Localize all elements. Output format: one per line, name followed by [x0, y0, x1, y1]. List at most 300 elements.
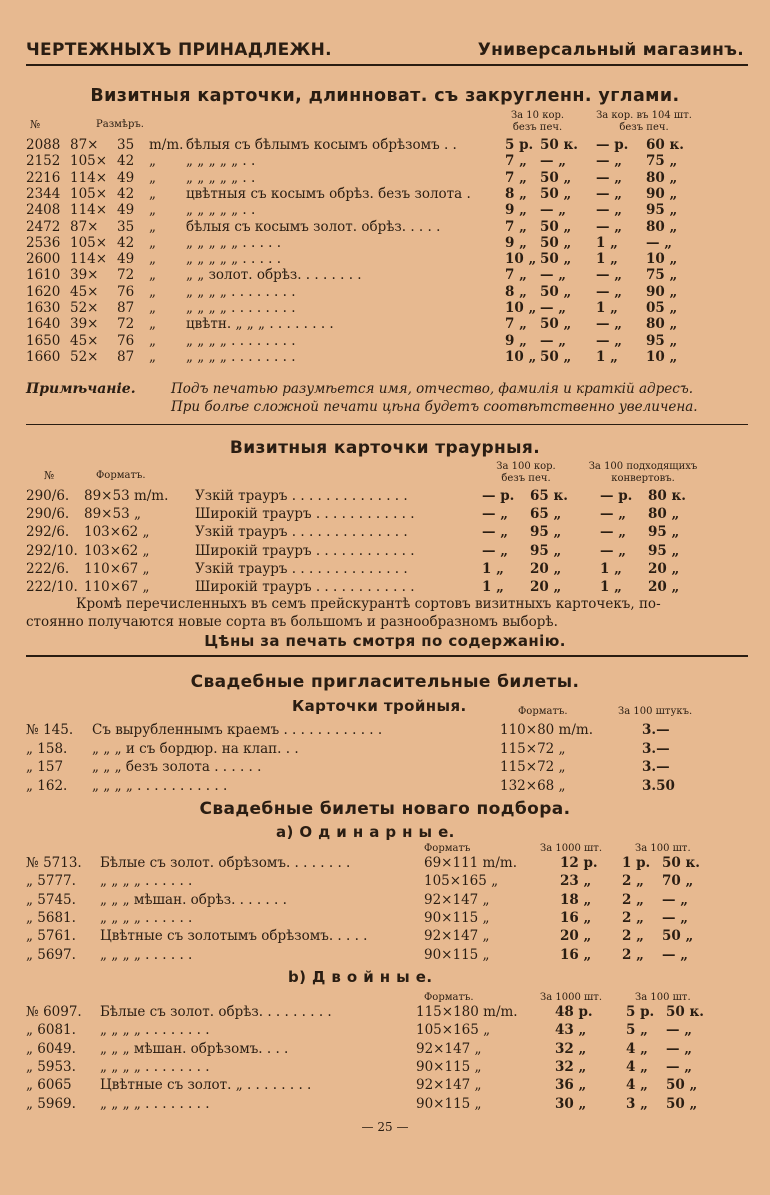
item-description: Широкій трауръ . . . . . . . . . . . .: [195, 579, 415, 595]
s1-col-price10-1: За 10 кор.: [510, 110, 565, 121]
item-description: „ „ „ „ „ . .: [186, 153, 256, 170]
item-format: 110×67 „: [84, 579, 150, 595]
price-10-rub: 8 „: [505, 283, 527, 300]
item-description: „ „ „ „ „ . .: [186, 202, 256, 219]
item-description: Широкій трауръ . . . . . . . . . . . .: [195, 542, 415, 559]
item-format: 103×62 „: [84, 542, 150, 559]
size-height: 35: [117, 137, 135, 153]
item-number: 2472: [26, 218, 61, 235]
price-envelope-rub: — „: [600, 524, 626, 541]
price-1000: 36 „: [555, 1077, 587, 1094]
price-envelope-kop: 20 „: [648, 579, 680, 595]
size-height: 72: [117, 267, 135, 284]
item-format: 115×72 „: [500, 759, 566, 775]
item-description: цвѣтн. „ „ „ . . . . . . . .: [186, 316, 334, 333]
price-card-rub: — „: [482, 506, 508, 523]
price-104-kop: 75 „: [646, 153, 678, 170]
item-number: „ 5697.: [26, 946, 76, 963]
price-100-kop: 50 „: [666, 1077, 698, 1094]
price-104-kop: 05 „: [646, 300, 678, 316]
price-10-rub: 10 „: [505, 300, 537, 316]
s4-sub-a: a) О д и н а р н ы е.: [276, 823, 455, 841]
item-description: „ „ „ „ . . . . . .: [100, 946, 193, 963]
size-width: 114×: [70, 202, 108, 219]
size-width: 45×: [70, 283, 99, 300]
item-format: 89×53 m/m.: [84, 488, 169, 504]
item-format: 92×147 „: [424, 891, 490, 908]
item-description: бѣлыя съ косымъ золот. обрѣз. . . . .: [186, 218, 441, 235]
item-number: 1620: [26, 283, 61, 300]
item-description: „ „ „ „ . . . . . . . .: [100, 1095, 210, 1112]
s4-sub-b: b) Д в о й н ы е.: [288, 968, 433, 986]
item-description: цвѣтныя съ косымъ обрѣз. безъ золота .: [186, 185, 471, 202]
price-10-rub: 10 „: [505, 251, 537, 268]
s2-col-p1-1: За 100 кор.: [496, 461, 556, 472]
price-104-kop: 80 „: [646, 218, 678, 235]
s3-col-price: За 100 штукъ.: [618, 706, 693, 717]
item-description: „ „ „ „ . . . . . . . .: [186, 300, 296, 316]
item-number: 1650: [26, 332, 61, 349]
price-100-kop: 50 „: [662, 928, 694, 945]
price-row: [0, 947, 770, 964]
item-number: „ 6081.: [26, 1022, 76, 1039]
price-1000: 12 р.: [560, 855, 598, 871]
size-height: 87: [117, 300, 135, 316]
price-100-rub: 4 „: [626, 1077, 648, 1094]
price-row: [0, 543, 770, 560]
item-number: 2152: [26, 153, 61, 170]
item-format: 103×62 „: [84, 524, 150, 541]
price-row: [0, 910, 770, 927]
price-10-rub: 10 „: [505, 348, 537, 365]
item-description: Узкій трауръ . . . . . . . . . . . . . .: [195, 488, 408, 504]
size-unit: „: [149, 348, 156, 365]
price-100-kop: — „: [662, 946, 688, 963]
price-card-kop: 65 к.: [530, 488, 568, 504]
item-description: „ „ „ „ . . . . . . . .: [186, 332, 296, 349]
item-number: „ 5745.: [26, 891, 76, 908]
price-envelope-rub: 1 „: [600, 579, 622, 595]
price-100-rub: 5 р.: [626, 1004, 655, 1020]
size-unit: „: [149, 251, 156, 268]
price-104-kop: 10 „: [646, 251, 678, 268]
size-height: 35: [117, 218, 135, 235]
price-1000: 23 „: [560, 873, 592, 890]
item-description: „ „ „ „ . . . . . . . . . . .: [92, 777, 228, 794]
item-number: „ 5953.: [26, 1058, 76, 1075]
s1-col-no: №: [30, 118, 41, 131]
price-card-rub: — „: [482, 524, 508, 541]
price-row: [0, 873, 770, 890]
price-100-kop: — „: [666, 1022, 692, 1039]
price-envelope-kop: 80 к.: [648, 488, 686, 504]
size-height: 72: [117, 316, 135, 333]
price-104-rub: 1 „: [596, 300, 618, 316]
price-row: [0, 219, 770, 236]
price-row: [0, 741, 770, 758]
s4-col-1000-b: За 1000 шт.: [540, 992, 603, 1003]
item-description: „ „ „ безъ золота . . . . . .: [92, 759, 262, 775]
price-card-rub: 1 „: [482, 579, 504, 595]
size-width: 87×: [70, 137, 99, 153]
price-1000: 43 „: [555, 1022, 587, 1039]
price-row: [0, 579, 770, 596]
item-description: Широкій трауръ . . . . . . . . . . . .: [195, 506, 415, 523]
price-row: [0, 202, 770, 219]
price-envelope-kop: 80 „: [648, 506, 680, 523]
price-1000: 16 „: [560, 909, 592, 926]
price-envelope-kop: 20 „: [648, 560, 680, 577]
item-description: Бѣлые съ золот. обрѣзомъ. . . . . . . .: [100, 855, 351, 871]
price-104-rub: — „: [596, 218, 622, 235]
price-10-kop: 50 „: [540, 185, 572, 202]
item-description: Узкій трауръ . . . . . . . . . . . . . .: [195, 524, 408, 541]
size-height: 49: [117, 169, 135, 186]
price-10-kop: 50 „: [540, 218, 572, 235]
price-row: [0, 333, 770, 350]
price-104-kop: 95 „: [646, 202, 678, 219]
price-104-rub: — „: [596, 169, 622, 186]
item-number: „ 5777.: [26, 873, 76, 890]
price-100-rub: 4 „: [626, 1058, 648, 1075]
price-100-rub: 2 „: [622, 873, 644, 890]
item-number: 2600: [26, 251, 61, 268]
price-10-kop: — „: [540, 267, 566, 284]
item-number: № 5713.: [26, 855, 82, 871]
price-row: [0, 1004, 770, 1021]
price-10-kop: — „: [540, 153, 566, 170]
price-card-kop: 20 „: [530, 560, 562, 577]
price-row: [0, 1041, 770, 1058]
price-100: 3.—: [642, 759, 670, 775]
item-format: 105×165 „: [424, 873, 499, 890]
s2-col-p2-2: конвертовъ.: [611, 473, 675, 484]
item-format: 92×147 „: [416, 1040, 482, 1057]
section4-title: Свадебные билеты новаго подбора.: [199, 799, 571, 819]
price-104-rub: — „: [596, 267, 622, 284]
item-format: 110×67 „: [84, 560, 150, 577]
price-1000: 32 „: [555, 1058, 587, 1075]
item-format: 92×147 „: [424, 928, 490, 945]
price-104-rub: — „: [596, 185, 622, 202]
item-description: „ „ „ „ . . . . . . . .: [186, 348, 296, 365]
price-104-kop: 10 „: [646, 348, 678, 365]
price-1000: 18 „: [560, 891, 592, 908]
item-number: 292/6.: [26, 524, 70, 541]
size-width: 39×: [70, 316, 99, 333]
price-envelope-rub: 1 „: [600, 560, 622, 577]
price-104-kop: 80 „: [646, 169, 678, 186]
item-number: „ 6065: [26, 1077, 72, 1094]
item-format: 89×53 „: [84, 506, 141, 523]
item-description: „ „ „ мѣшан. обрѣз. . . . . . .: [100, 891, 287, 908]
item-number: № 145.: [26, 722, 74, 738]
item-description: „ „ „ „ . . . . . . . .: [186, 283, 296, 300]
s1-col-price10-2: безъ печ.: [512, 122, 563, 133]
item-description: „ „ „ и съ бордюр. на клап. . .: [92, 740, 299, 757]
size-height: 87: [117, 348, 135, 365]
item-description: Цвѣтные съ золотымъ обрѣзомъ. . . . .: [100, 928, 368, 945]
price-1000: 20 „: [560, 928, 592, 945]
item-format: 132×68 „: [500, 777, 566, 794]
item-number: 2536: [26, 234, 61, 251]
item-description: „ „ „ „ „ . .: [186, 169, 256, 186]
item-description: „ „ „ мѣшан. обрѣзомъ. . . .: [100, 1040, 289, 1057]
s1-col-price104-2: безъ печ.: [619, 122, 669, 133]
price-100-rub: 2 „: [622, 891, 644, 908]
price-104-kop: 75 „: [646, 267, 678, 284]
item-format: 115×180 m/m.: [416, 1004, 518, 1020]
price-100-kop: 70 „: [662, 873, 694, 890]
price-row: [0, 928, 770, 945]
price-104-rub: — „: [596, 283, 622, 300]
price-row: [0, 1059, 770, 1076]
s4-col-100-b: За 100 шт.: [635, 992, 691, 1003]
s4-col-format-a: Форматъ: [424, 843, 471, 854]
size-width: 52×: [70, 348, 99, 365]
size-unit: „: [149, 283, 156, 300]
item-number: „ 157: [26, 759, 64, 775]
price-10-kop: 50 „: [540, 348, 572, 365]
price-104-rub: — р.: [596, 137, 629, 153]
price-10-kop: 50 „: [540, 316, 572, 333]
item-number: „ 162.: [26, 777, 68, 794]
price-10-rub: 8 „: [505, 185, 527, 202]
price-10-rub: 9 „: [505, 332, 527, 349]
s3-col-format: Форматъ.: [518, 706, 568, 717]
price-104-kop: 95 „: [646, 332, 678, 349]
price-104-rub: — „: [596, 316, 622, 333]
size-height: 49: [117, 202, 135, 219]
price-row: [0, 186, 770, 203]
price-row: [0, 855, 770, 872]
price-row: [0, 251, 770, 268]
header-left: ЧЕРТЕЖНЫХЪ ПРИНАДЛЕЖН.: [26, 40, 332, 60]
price-100-kop: 50 к.: [662, 855, 700, 871]
price-104-kop: 80 „: [646, 316, 678, 333]
s2-col-p2-1: За 100 подходящихъ: [588, 461, 698, 472]
price-card-rub: — р.: [482, 488, 515, 504]
price-row: [0, 488, 770, 505]
item-format: 90×115 „: [416, 1095, 482, 1112]
size-unit: „: [149, 218, 156, 235]
item-format: 69×111 m/m.: [424, 855, 517, 871]
price-10-rub: 7 „: [505, 316, 527, 333]
size-height: 42: [117, 185, 135, 202]
item-number: 2088: [26, 137, 61, 153]
item-description: „ „ „ „ „ . . . . .: [186, 251, 282, 268]
header-rule: [26, 64, 748, 66]
price-100-rub: 3 „: [626, 1095, 648, 1112]
price-10-rub: 7 „: [505, 267, 527, 284]
s2-rule: [26, 655, 748, 657]
price-row: [0, 316, 770, 333]
price-100-rub: 2 „: [622, 946, 644, 963]
price-10-rub: 7 „: [505, 218, 527, 235]
price-row: [0, 137, 770, 154]
s4-col-format-b: Форматъ.: [424, 992, 474, 1003]
price-104-kop: 60 к.: [646, 137, 684, 153]
size-width: 105×: [70, 153, 108, 170]
price-10-kop: — „: [540, 300, 566, 316]
price-100-rub: 4 „: [626, 1040, 648, 1057]
price-100: 3.—: [642, 740, 670, 757]
price-100-rub: 2 „: [622, 928, 644, 945]
item-description: Цвѣтные съ золот. „ . . . . . . . .: [100, 1077, 312, 1094]
price-10-rub: 9 „: [505, 202, 527, 219]
price-100-kop: 50 к.: [666, 1004, 704, 1020]
size-height: 49: [117, 251, 135, 268]
s2-col-p1-2: безъ печ.: [501, 473, 551, 484]
price-card-kop: 20 „: [530, 579, 562, 595]
item-number: 1630: [26, 300, 61, 316]
section3-title: Свадебные пригласительные билеты.: [190, 672, 580, 692]
item-description: „ „ золот. обрѣз. . . . . . . .: [186, 267, 362, 284]
s2-col-no: №: [44, 469, 55, 482]
size-unit: „: [149, 332, 156, 349]
s2-col-format: Форматъ.: [96, 470, 146, 481]
price-10-rub: 7 „: [505, 169, 527, 186]
s1-col-size: Размѣръ.: [96, 119, 144, 130]
item-number: „ 5761.: [26, 928, 76, 945]
price-row: [0, 170, 770, 187]
size-width: 39×: [70, 267, 99, 284]
item-number: 1640: [26, 316, 61, 333]
size-width: 52×: [70, 300, 99, 316]
item-format: 105×165 „: [416, 1022, 491, 1039]
price-100-kop: — „: [662, 891, 688, 908]
s1-note-line2: При болѣе сложной печати цѣна будетъ соотвѣтственно увеличена.: [171, 399, 698, 415]
item-description: Бѣлые съ золот. обрѣз. . . . . . . . .: [100, 1004, 332, 1020]
s4-col-1000-a: За 1000 шт.: [540, 843, 603, 854]
item-number: 1660: [26, 348, 61, 365]
section1-title: Визитныя карточки, длинноват. съ закругленн. углами.: [90, 86, 680, 106]
price-104-kop: — „: [646, 234, 672, 251]
item-number: 222/6.: [26, 560, 70, 577]
item-number: 290/6.: [26, 506, 70, 523]
item-description: „ „ „ „ . . . . . . . .: [100, 1058, 210, 1075]
size-unit: „: [149, 185, 156, 202]
item-format: 90×115 „: [424, 946, 490, 963]
price-1000: 30 „: [555, 1095, 587, 1112]
price-104-rub: — „: [596, 332, 622, 349]
size-unit: „: [149, 202, 156, 219]
price-envelope-rub: — р.: [600, 488, 633, 504]
price-104-rub: 1 „: [596, 251, 618, 268]
item-number: 2408: [26, 202, 61, 219]
price-104-rub: 1 „: [596, 348, 618, 365]
price-row: [0, 722, 770, 739]
item-description: бѣлыя съ бѣлымъ косымъ обрѣзомъ . .: [186, 137, 457, 153]
size-width: 105×: [70, 185, 108, 202]
price-104-rub: 1 „: [596, 234, 618, 251]
price-100-rub: 2 „: [622, 909, 644, 926]
price-10-kop: 50 „: [540, 251, 572, 268]
page-number: — 25 —: [361, 1120, 409, 1134]
size-height: 76: [117, 283, 135, 300]
size-height: 42: [117, 234, 135, 251]
price-100: 3.50: [642, 777, 675, 794]
price-10-kop: — „: [540, 332, 566, 349]
price-row: [0, 1022, 770, 1039]
s1-rule: [26, 424, 748, 425]
size-unit: „: [149, 267, 156, 284]
item-description: „ „ „ „ . . . . . .: [100, 909, 193, 926]
price-104-rub: — „: [596, 153, 622, 170]
price-10-rub: 7 „: [505, 153, 527, 170]
size-unit: „: [149, 316, 156, 333]
price-card-rub: 1 „: [482, 560, 504, 577]
price-1000: 32 „: [555, 1040, 587, 1057]
price-100-kop: — „: [666, 1040, 692, 1057]
price-10-kop: 50 „: [540, 283, 572, 300]
price-10-kop: 50 к.: [540, 137, 578, 153]
price-envelope-kop: 95 „: [648, 524, 680, 541]
price-104-kop: 90 „: [646, 283, 678, 300]
item-number: „ 5969.: [26, 1095, 76, 1112]
item-format: 90×115 „: [416, 1058, 482, 1075]
price-row: [0, 153, 770, 170]
item-format: 110×80 m/m.: [500, 722, 593, 738]
price-envelope-rub: — „: [600, 506, 626, 523]
price-row: [0, 284, 770, 301]
price-10-rub: 9 „: [505, 234, 527, 251]
price-row: [0, 267, 770, 284]
size-width: 114×: [70, 169, 108, 186]
price-10-kop: — „: [540, 202, 566, 219]
item-description: „ „ „ „ . . . . . .: [100, 873, 193, 890]
price-10-kop: 50 „: [540, 234, 572, 251]
price-104-kop: 90 „: [646, 185, 678, 202]
price-card-rub: — „: [482, 542, 508, 559]
price-card-kop: 95 „: [530, 524, 562, 541]
size-height: 42: [117, 153, 135, 170]
price-row: [0, 778, 770, 795]
price-row: [0, 892, 770, 909]
item-number: „ 158.: [26, 740, 68, 757]
s2-prices-note: Цѣны за печать смотря по содержанію.: [204, 632, 566, 650]
item-format: 115×72 „: [500, 740, 566, 757]
price-row: [0, 506, 770, 523]
size-unit: „: [149, 234, 156, 251]
item-number: 2216: [26, 169, 61, 186]
price-row: [0, 1077, 770, 1094]
item-number: № 6097.: [26, 1004, 82, 1020]
price-row: [0, 300, 770, 317]
item-description: „ „ „ „ „ . . . . .: [186, 234, 282, 251]
price-row: [0, 349, 770, 366]
s4-col-100-a: За 100 шт.: [635, 843, 691, 854]
item-format: 92×147 „: [416, 1077, 482, 1094]
size-height: 76: [117, 332, 135, 349]
item-format: 90×115 „: [424, 909, 490, 926]
header-right: Универсальный магазинъ.: [477, 40, 744, 60]
price-100-kop: 50 „: [666, 1095, 698, 1112]
price-100-kop: — „: [666, 1058, 692, 1075]
s1-note-line1: Подъ печатью разумѣется имя, отчество, фамилія и краткій адресъ.: [171, 381, 694, 397]
section2-title: Визитныя карточки траурныя.: [229, 438, 541, 458]
s3-subtitle: Карточки тройныя.: [292, 697, 467, 715]
item-description: Съ вырубленнымъ краемъ . . . . . . . . . . . .: [92, 722, 383, 738]
size-unit: m/m.: [149, 137, 184, 153]
price-row: [0, 759, 770, 776]
s1-note-label: Примѣчаніе.: [26, 381, 136, 397]
item-number: 290/6.: [26, 488, 70, 504]
item-number: „ 5681.: [26, 909, 76, 926]
item-number: 1610: [26, 267, 61, 284]
price-row: [0, 524, 770, 541]
size-unit: „: [149, 169, 156, 186]
